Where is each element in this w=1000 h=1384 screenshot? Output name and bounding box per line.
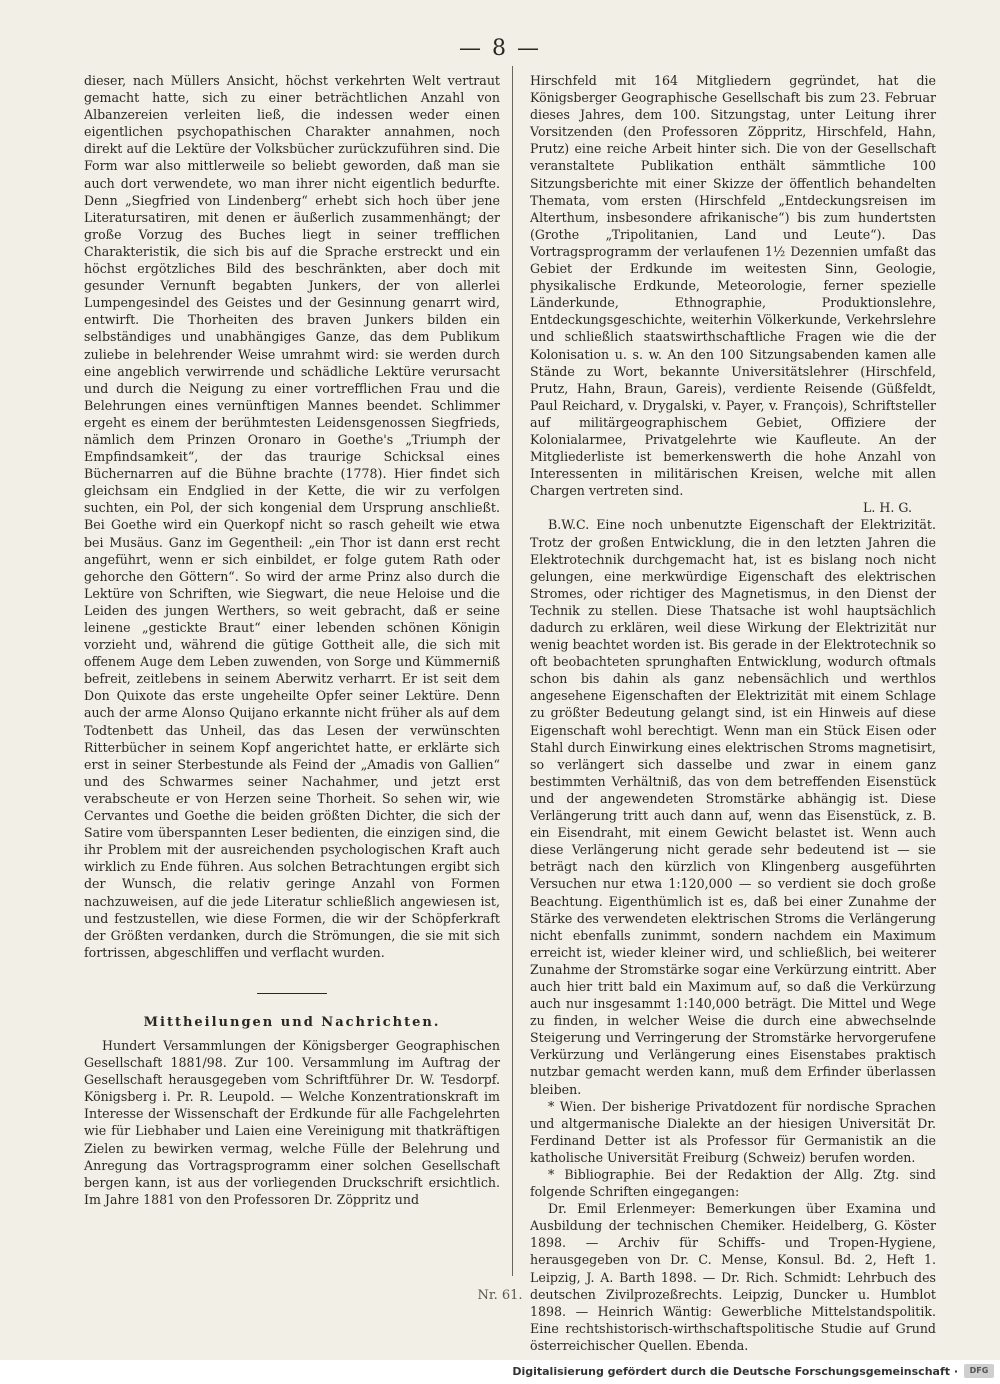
section-divider <box>257 993 327 994</box>
page-number: — 8 — <box>459 36 541 61</box>
right-paragraph-1: Hirschfeld mit 164 Mitgliedern gegründet, hat die Königsberger Geographische Gesellschaft bis zum 23. Februar dieses Jahres, dem 100. Sitzungstag, unter Leitung ihrer Vorsitzenden (den Professoren Zöppritz, Hirschfeld, Hahn, Prutz) eine reiche Arbeit hinter sich. Die von der Gesellschaft veranstaltete Publikation enthält sämmtliche 100 Sitzungsberichte mit einer Skizze der öffentlich behandelten Themata, vom ersten (Hirschfeld „Entdeckungsreisen im Alterthum, insbesondere afrikanische“) bis zum hundertsten (Grothe „Tripolitanien, Land und Leute“). Das Vortragsprogramm der verlaufenen 1½ Dezennien umfaßt das Gebiet der Erdkunde im weitesten Sinn, Geologie, physikalische Erdkunde, Meteorologie, ferner spezielle Länderkunde, Ethnographie, Produktionslehre, Entdeckungsgeschichte, weiterhin Völkerkunde, Verkehrslehre und schließlich staatswirthschaftliche Fragen wie die der Kolonisation u. s. w. An den 100 Sitzungsabenden kamen alle Stände zu Wort, bekannte Universitätslehrer (Hirschfeld, Prutz, Hahn, Braun, Gareis), verdiente Reisende (Güßfeldt, Paul Reichard, v. Drygalski, v. Payer, v. François), Schriftsteller auf militärgeographischem Gebiet, Offiziere der Kolonialarmee, Privatgelehrte wie Kaufleute. An der Mitgliederliste ist bemerkenswerth die hohe Anzahl von Interessenten in militärischen Kreisen, welche mit allen Chargen vertreten sind. <box>530 73 936 499</box>
dfg-footer-bar <box>0 1360 1000 1384</box>
left-paragraph-1: dieser, nach Müllers Ansicht, höchst verkehrten Welt vertraut gemacht hatte, sich zu einer beträchtlichen Anzahl von Albanzereien verleiten ließ, die indessen weder einen eigentlichen psychopathischen Charakter annahmen, noch direkt auf die Lektüre der Volksbücher zurückzuführen sind. Die Form war also mittlerweile so beliebt geworden, daß man sie auch dort verwendete, wo man ihrer nicht eigentlich bedurfte. Denn „Siegfried von Lindenberg“ erhebt sich hoch über jene Literatursatiren, mit denen er äußerlich zusammenhängt; der große Vorzug des Buches liegt in seiner trefflichen Charakteristik, die sich bis auf die Sprache erstreckt und ein höchst ergötzliches Bild des beschränkten, aber doch mit gesunder Vernunft begabten Junkers, der von allerlei Lumpengesindel des Geistes und der Gesinnung genarrt wird, entwirft. Die Thorheiten des braven Junkers bilden ein selbständiges und unabhängiges Ganze, das dem Publikum zuliebe in belehrender Weise umrahmt wird: sie werden durch eine angeblich verwirrende und schädliche Lektüre verursacht und durch die Neigung zu einer vortrefflichen Frau und die Belehrungen eines vernünftigen Mannes beendet. Schlimmer ergeht es einem der berühmtesten Leidensgenossen Siegfrieds, nämlich dem Prinzen Oronaro in Goethe's „Triumph der Empfindsamkeit“, der das traurige Schicksal eines Büchernarren auf die Bühne brachte (1778). Hier findet sich gleichsam ein Endglied in der Kette, die wir zu verfolgen suchten, ein Pol, der sich kongenial dem Ursprung anschließt. Bei Goethe wird ein Querkopf nicht so rasch geheilt wie etwa bei Musäus. Ganz im Gegentheil: „ein Thor ist dann erst recht angeführt, wenn er sich einbildet, er folge gutem Rath oder gehorche den Göttern“. So wird der arme Prinz also durch die Lektüre von Schriften, wie Siegwart, die neue Heloise und die Leiden des jungen Werthers, so weit gebracht, daß er seine leinene „gestickte Braut“ einer lebenden schönen Königin vorzieht und, während die gütige Gottheit alle, die sich mit offenem Auge dem Leben zuwenden, von Sorge und Kümmerniß befreit, zeitlebens in seinem Aberwitz verharrt. Er ist seit dem Don Quixote das erste ungeheilte Opfer seiner Lektüre. Denn auch der arme Alonso Quijano erkannte nicht früher als auf dem Todtenbett das Unheil, das das Lesen der verwünschten Ritterbücher in seinem Kopf angerichtet hatte, er erklärte sich erst in seiner Sterbestunde als Feind der „Amadis von Gallien“ und des Schwarmes seiner Nachahmer, und jetzt erst verabscheute er von Herzen seine Thorheit. So sehen wir, wie Cervantes und Goethe die beiden größten Dichter, die sich der Satire vom überspannten Leser bedienten, die einzigen sind, die ihr Problem mit der ausreichenden psychologischen Kraft auch wirklich zu Ende führen. Aus solchen Betrachtungen ergibt sich der Wunsch, die relativ geringe Anzahl von Formen nachzuweisen, auf die jede Literatur schließlich angewiesen ist, und festzustellen, wie diese Formen, die wir der Schöpferkraft der Größten verdanken, durch die Strömungen, die sie mit sich fortrissen, abgeschliffen und verflacht wurden. <box>84 73 500 960</box>
issue-number: Nr. 61. <box>477 1288 523 1303</box>
right-paragraph-2: B.W.C. Eine noch unbenutzte Eigenschaft der Elektrizität. Trotz der großen Entwicklung, die in den letzten Jahren die Elektrotechnik durchgemacht hat, ist es bislang noch nicht gelungen, eine merkwürdige Eigenschaft des elektrischen Stromes, oder richtiger des Magnetismus, in den Dienst der Technik zu stellen. Diese Thatsache ist wohl hauptsächlich dadurch zu erklären, weil diese Wirkung der Elektrizität nur wenig beachtet worden ist. Bis gerade in der Elektrotechnik so oft beobachteten sprunghaften Entwicklung, wodurch oftmals schon bis dahin als ganz nebensächlich und werthlos angesehene Eigenschaften der Elektrizität mit einem Schlage zu größter Bedeutung gelangt sind, ist ein Hinweis auf diese Eigenschaft wohl berechtigt. Wenn man ein Stück Eisen oder Stahl durch Einwirkung eines elektrischen Stroms magnetisirt, so verlängert sich dasselbe und zwar in einem ganz bestimmten Verhältniß, das von dem betreffenden Eisenstück und der angewendeten Stromstärke abhängig ist. Diese Verlängerung tritt auch dann auf, wenn das Eisenstück, z. B. ein Eisendraht, mit einem Gewicht belastet ist. Wenn auch diese Verlängerung nicht gerade sehr bedeutend ist — sie beträgt nach den kürzlich von Klingenberg ausgeführten Versuchen nur etwa 1:120,000 — so verdient sie doch große Beachtung. Eigenthümlich ist es, daß bei einer Zunahme der Stärke des verwendeten elektrischen Stroms die Verlängerung nicht ebenfalls zunimmt, sondern nachdem ein Maximum erreicht ist, wieder kleiner wird, und schließlich, bei weiterer Zunahme der Stromstärke sogar eine Verkürzung eintritt. Aber auch hier tritt bald ein Maximum auf, so daß die Verkürzung auch nur insgesammt 1:140,000 beträgt. Die Mittel und Wege zu finden, in welcher Weise die durch eine abwechselnde Steigerung und Verringerung der Stromstärke hervorgerufene Verkürzung und Verlängerung eines Eisenstabes praktisch nutzbar gemacht werden kann, muß dem Erfinder überlassen bleiben. <box>530 517 936 1097</box>
right-paragraph-4: * Bibliographie. Bei der Redaktion der Allg. Ztg. sind folgende Schriften eingegangen: <box>530 1167 936 1200</box>
signature: L. H. G. <box>863 500 912 516</box>
left-column <box>84 72 500 1288</box>
section-title: Mittheilungen und Nachrichten. <box>143 1014 441 1030</box>
dfg-credit: Digitalisierung gefördert durch die Deutsche Forschungsgemeinschaft · <box>512 1365 958 1378</box>
column-divider <box>512 66 513 1276</box>
right-paragraph-5: Dr. Emil Erlenmeyer: Bemerkungen über Examina und Ausbildung der technischen Chemiker. Heidelberg, G. Köster 1898. — Archiv für Schiffs- und Tropen-Hygiene, herausgegeben von Dr. C. Mense, Konsul. Bd. 2, Heft 1. Leipzig, J. A. Barth 1898. — Dr. Rich. Schmidt: Lehrbuch des deutschen Zivilprozeßrechts. Leipzig, Duncker u. Humblot 1898. — Heinrich Wäntig: Gewerbliche Mittelstandspolitik. Eine rechtshistorisch-wirthschaftspolitische Studie auf Grund österreichischer Quellen. Ebenda. <box>530 1201 936 1353</box>
dfg-logo-icon: DFG <box>964 1364 994 1378</box>
right-column <box>530 72 936 1353</box>
left-paragraph-2: Hundert Versammlungen der Königsberger Geographischen Gesellschaft 1881/98. Zur 100. Versammlung im Auftrag der Gesellschaft herausgegeben vom Schriftführer Dr. W. Tesdorpf. Königsberg i. Pr. R. Leupold. — Welche Konzentrationskraft im Interesse der Wissenschaft der Erdkunde für alle Fachgelehrten wie für Liebhaber und Laien eine Vereinigung mit thatkräftigen Zielen zu bewirken vermag, welche Fülle der Belehrung und Anregung das Vortragsprogramm einer solchen Gesellschaft bergen kann, ist aus der vorliegenden Druckschrift ersichtlich. Im Jahre 1881 von den Professoren Dr. Zöppritz und <box>84 1037 500 1207</box>
right-paragraph-3: * Wien. Der bisherige Privatdozent für nordische Sprachen und altgermanische Dialekte an der hiesigen Universität Dr. Ferdinand Detter ist als Professor für Germanistik an die katholische Universität Freiburg (Schweiz) berufen worden. <box>530 1098 936 1165</box>
